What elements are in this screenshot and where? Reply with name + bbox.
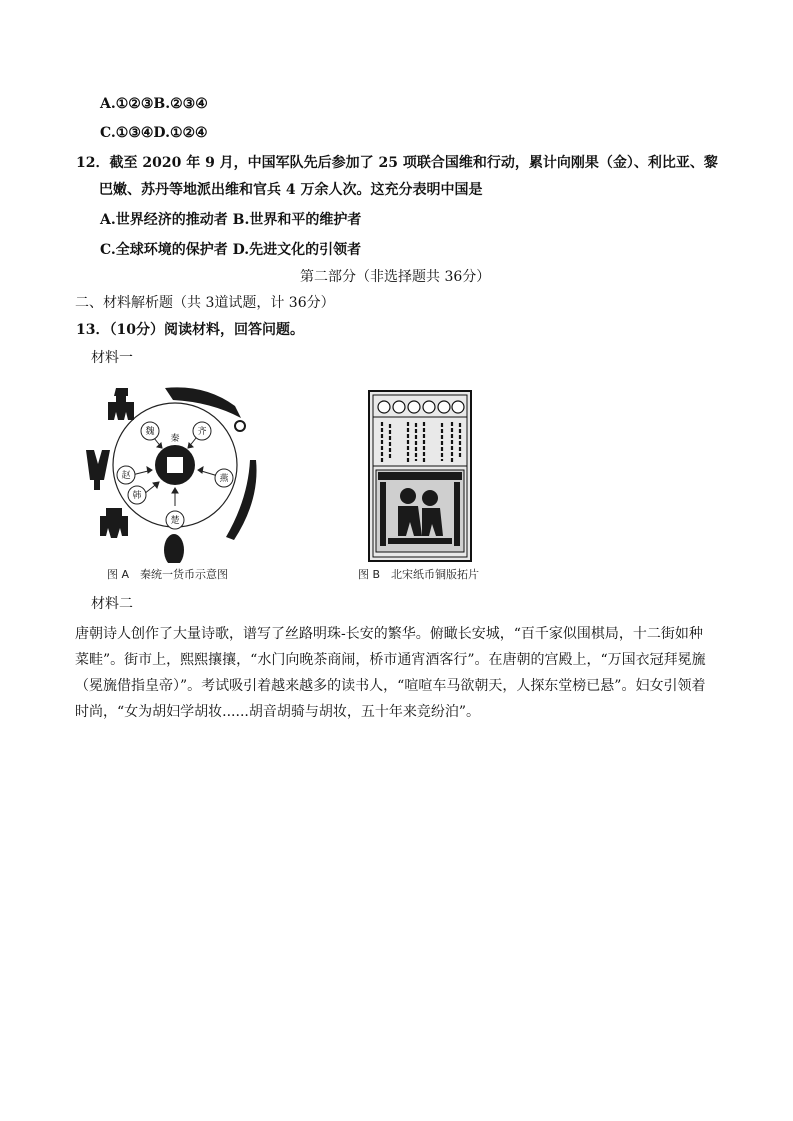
fig-a-state-label: 齐 — [197, 427, 207, 437]
q12-options-ab: A.世界经济的推动者 B.世界和平的维护者 — [100, 212, 362, 228]
fig-a-state-label: 燕 — [219, 474, 229, 484]
q11-options-line1: A.①②③B.②③④ — [100, 96, 208, 112]
q12-options-cd: C.全球环境的保护者 D.先进文化的引领者 — [100, 242, 362, 258]
fig-a-state-label: 楚 — [170, 516, 180, 526]
fig-a-state-label: 赵 — [121, 471, 131, 481]
figure-a-caption: 图 A 秦统一货币示意图 — [107, 568, 229, 581]
fig-a-center-label: 秦 — [170, 434, 180, 444]
q12-stem-line2: 巴嫩、苏丹等地派出维和官兵 4 万余人次。这充分表明中国是 — [99, 182, 483, 198]
fig-a-state-label: 魏 — [145, 427, 155, 437]
part2-title: 第二部分（非选择题共 36分） — [300, 269, 491, 285]
material2-text: 唐朝诗人创作了大量诗歌，谱写了丝路明珠-长安的繁华。俯瞰长安城，“百千家似围棋局，十二街如种菜畦”。街市上，熙熙攘攘，“水门向晚茶商闹，桥市通宵酒客行”。在唐朝的宫殿上，“万国衣冠拜冕旒（冕旒借指皇帝）”。考试吸引着越来越多的读书人，“喧喧车马欲朝天，人探东堂榜已悬”。妇女引领着时尚，“女为胡妇学胡妆......胡音胡骑与胡妆，五十年来竞纷泊”。 — [75, 626, 706, 720]
q12-stem-line1: 12．截至 2020 年 9 月，中国军队先后参加了 25 项联合国维和行动，累计向刚果（金）、利比亚、黎 — [76, 155, 718, 171]
section2-title: 二、材料解析题（共 3道试题，计 36分） — [75, 295, 335, 311]
fig-a-state-label: 韩 — [132, 491, 142, 501]
q13-stem: 13．（10分）阅读材料，回答问题。 — [76, 322, 304, 338]
figure-b-paper-money-rubbing — [368, 390, 472, 562]
figure-a-currency-diagram — [80, 378, 270, 563]
material1-label: 材料一 — [91, 350, 133, 366]
figure-b-caption: 图 B 北宋纸币铜版拓片 — [358, 568, 480, 581]
q11-options-line2: C.①③④D.①②④ — [100, 125, 208, 141]
material2-label: 材料二 — [91, 596, 133, 612]
